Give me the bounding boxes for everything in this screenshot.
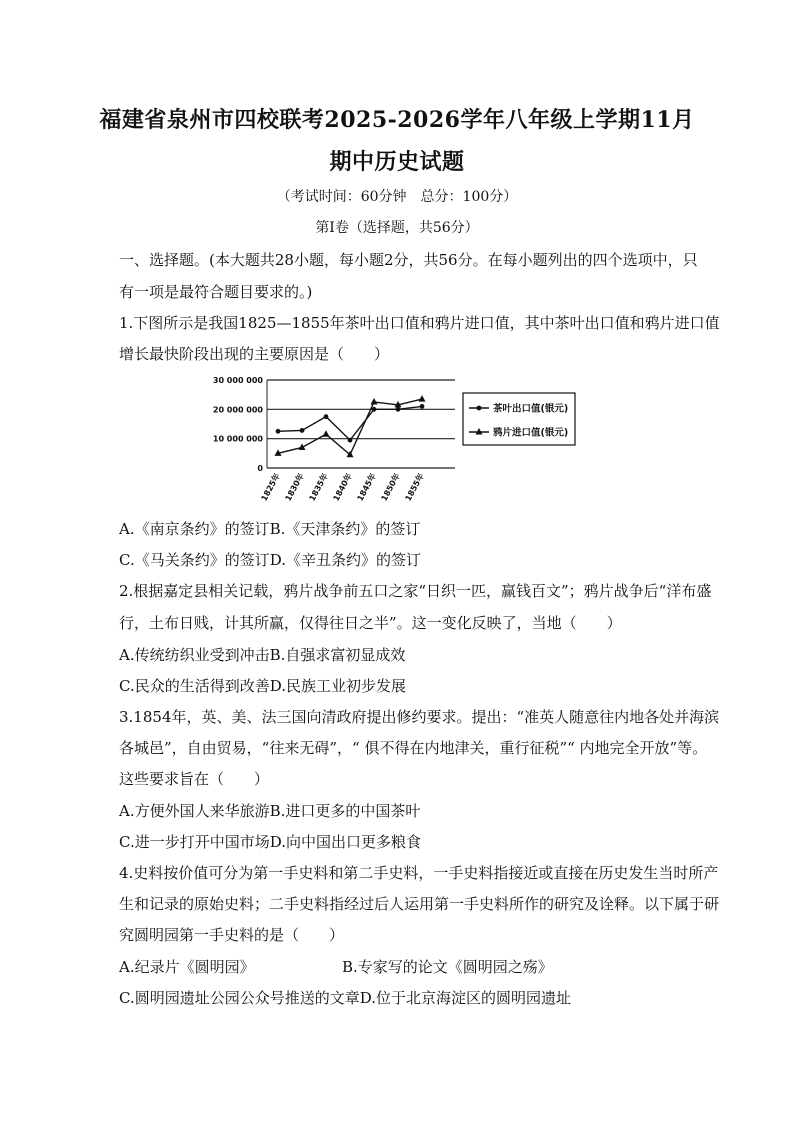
q1-line-chart (212, 370, 585, 510)
legend-label: 鸦片进口值(银元) (493, 427, 569, 439)
y-tick-label: 20 000 000 (212, 405, 263, 415)
q1-options-ab: A.《南京条约》的签订B.《天津条约》的签订 (119, 520, 421, 538)
series-2-point (323, 430, 330, 437)
series-1-point (396, 407, 401, 412)
q2-stem-line1: 2.根据嘉定县相关记载，鸦片战争前五口之家“日织一匹，赢钱百文”；鸦片战争后“洋布盛 (119, 582, 712, 600)
series-2-point (347, 451, 354, 458)
y-tick-label: 10 000 000 (212, 434, 263, 444)
x-tick-label: 1825年 (259, 471, 282, 503)
series-1-point (276, 429, 281, 434)
q3-options-ab: A.方便外国人来华旅游B.进口更多的中国茶叶 (119, 802, 421, 820)
exam-title-line1: 福建省泉州市四校联考2025-2026学年八年级上学期11月 (99, 107, 695, 133)
x-tick-label: 1855年 (403, 471, 426, 503)
x-tick-label: 1845年 (355, 471, 378, 503)
series-1-point (300, 428, 305, 433)
series-1-point (372, 407, 377, 412)
section-instruction-line2: 有一项是最符合题目要求的。) (119, 283, 313, 301)
section-instruction-line1: 一、选择题。(本大题共28小题，每小题2分，共56分。在每小题列出的四个选项中，只 (119, 251, 698, 269)
y-tick-label: 0 (257, 464, 263, 473)
q4-option-b: B.专家写的论文《圆明园之殇》 (342, 958, 553, 976)
series-line-1 (278, 406, 422, 440)
q4-options-cd: C.圆明园遗址公园公众号推送的文章D.位于北京海淀区的圆明园遗址 (119, 989, 571, 1007)
x-tick-label: 1840年 (331, 471, 354, 503)
series-2-point (419, 395, 426, 402)
q1-stem-line2: 增长最快阶段出现的主要原因是（ ） (119, 345, 390, 363)
q4-stem-line2: 生和记录的原始史料；二手史料指经过后人运用第一手史料所作的研究及诠释。以下属于研 (119, 895, 720, 913)
y-tick-label: 30 000 000 (212, 376, 263, 385)
legend-label: 茶叶出口值(银元) (493, 403, 569, 415)
q3-stem-line2: 各城邑”，自由贸易，“往来无碍”，“ 俱不得在内地津关，重行征税”“ 内地完全开放”等。 (119, 739, 708, 757)
exam-info: （考试时间：60分钟 总分：100分） (276, 189, 518, 205)
q2-stem-line2: 行，土布日贱，计其所赢，仅得往日之半”。这一变化反映了，当地（ ） (119, 614, 622, 632)
volume-heading: 第Ⅰ卷（选择题，共56分） (315, 220, 479, 236)
series-1-point (420, 404, 425, 409)
series-2-point (371, 398, 378, 405)
x-tick-label: 1835年 (307, 471, 330, 503)
q3-options-cd: C.进一步打开中国市场D.向中国出口更多粮食 (119, 833, 421, 851)
q2-options-ab: A.传统纺织业受到冲击B.自强求富初显成效 (119, 646, 406, 664)
x-tick-label: 1830年 (283, 471, 306, 503)
x-tick-label: 1850年 (379, 471, 402, 503)
q1-stem-line1: 1.下图所示是我国1825—1855年茶叶出口值和鸦片进口值，其中茶叶出口值和鸦片进口值 (119, 314, 720, 332)
q1-options-cd: C.《马关条约》的签订D.《辛丑条约》的签订 (119, 551, 421, 569)
series-1-point (324, 414, 329, 419)
q4-stem-line1: 4.史料按价值可分为第一手史料和第二手史料，一手史料指接近或直接在历史发生当时所产 (119, 864, 719, 882)
q4-option-a: A.纪录片《圆明园》 (119, 958, 255, 976)
q2-options-cd: C.民众的生活得到改善D.民族工业初步发展 (119, 677, 406, 695)
exam-title-line2: 期中历史试题 (329, 149, 465, 175)
q4-stem-line3: 究圆明园第一手史料的是（ ） (119, 926, 345, 944)
legend-circle-marker (477, 406, 482, 411)
q3-stem-line1: 3.1854年，英、美、法三国向清政府提出修约要求。提出：“准英人随意往内地各处并海滨 (119, 708, 720, 726)
q3-stem-line3: 这些要求旨在（ ） (119, 770, 270, 788)
series-1-point (348, 438, 353, 443)
